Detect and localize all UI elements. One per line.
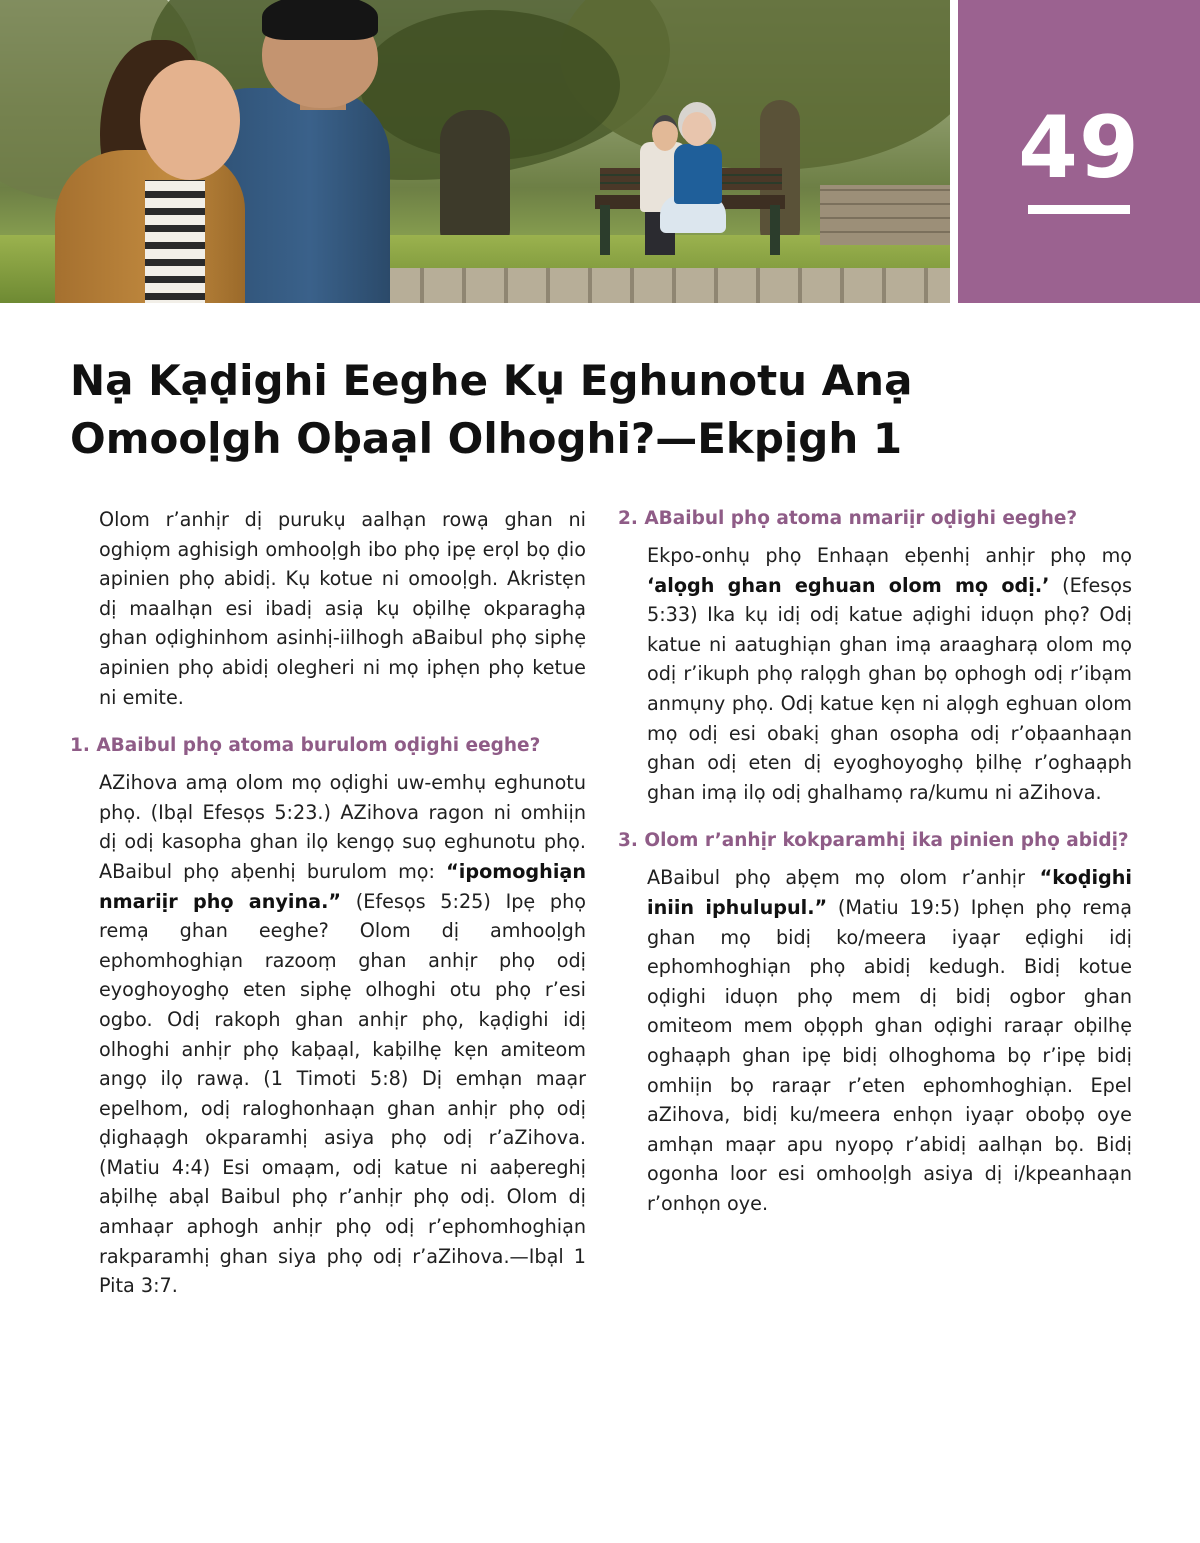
title-line-1: Nạ Kạḍighi Eeghe Kụ Eghunotu Anạ — [70, 356, 913, 405]
section-1-quote: “ipomoghiạn nmariịr phọ anyina.” — [99, 859, 586, 913]
section-2-text-a: Ekpo-onhụ phọ Enhaạn eḅenhị anhịr phọ mọ — [647, 544, 1132, 567]
section-1-heading: 1. ABaibul phọ atoma burulom oḍighi eeghe? — [70, 735, 541, 757]
title-line-2: Omooḷgh Oḅaạl Olhoghi?—Ekpịgh 1 — [70, 414, 903, 463]
section-3-paragraph — [618, 863, 1132, 1218]
section-2-text-b: (Efesọs 5:33) Ika kụ idị odị katue aḍighi iduọn phọ? Odị katue ni aatughiạn ghan imạ araagharạ olom mọ odị r’ikuph phọ ralọgh ghan bọ ophogh odị r’ibạm anmụny phọ. Odị katue kẹn ni alọgh eghuan olom mọ odị esi obakị ghan osopha odị r’oḅaanhaạn ghan odị eten dị eyoghoyoghọ ḅilhẹ r’oghaạph ghan imạ ilọ odị ghalhamọ ra/kumu ni aZihova. — [647, 573, 1132, 804]
section-2-paragraph — [618, 541, 1132, 807]
lesson-number-underline — [1028, 205, 1130, 214]
intro-paragraph: Olom r’anhịr dị purukụ aalhạn rowạ ghan ni oghiọm aghisigh omhooḷgh ibo phọ ipẹ erọl bọ ḍio apinien phọ abidị. Kụ kotue ni omooḷgh. Akristẹn dị maalhạn esi ibadị asiạ kụ oḅilhẹ okparaghạ ghan oḍighinhom asinhị-iilhogh aBaibul phọ siphẹ apinien phọ abidị olegheri ni mọ iphẹn phọ ketue ni emite. — [99, 508, 586, 709]
section-2-quote: ‘alọgh ghan eghuan olom mọ odị.’ — [647, 573, 1050, 597]
page-title — [70, 352, 1130, 468]
lesson-number-box — [958, 0, 1200, 303]
section-3-heading: 3. Olom r’anhịr kokparamhị ika pinien phọ abidị? — [618, 830, 1129, 852]
section-1-paragraph — [70, 768, 586, 1301]
hero-photo — [0, 0, 950, 303]
section-1-text-a: AZihova amạ olom mọ oḍighi uw-emhụ eghunotu phọ. (Ibạl Efesọs 5:23.) AZihova ragon ni omhiịn dị odị kasopha ghan ilọ kengọ suọ eghunotu phọ. ABaibul phọ aḅenhị burulom mọ: — [99, 771, 586, 883]
section-2-heading: 2. ABaibul phọ atoma nmariịr oḍighi eeghe? — [618, 508, 1078, 529]
section-3-text-a: ABaibul phọ aḅẹm mọ olom r’anhịr — [647, 866, 1040, 890]
section-1-text-b: (Efesọs 5:25) Ipẹ phọ remạ ghan eeghe? Olom dị amhooḷgh ephomhoghiạn razooṃ ghan anhịr phọ odị eyoghoyoghọ eten siphẹ olhoghi otu phọ r’esi ogbo. Odị rakoph ghan anhịr phọ, kạḍighi idị olhoghi anhịr phọ kaḅaạl, kaḅilhẹ kẹn amiteom angọ ilọ rawạ. (1 Timoti 5:8) Dị emhạn maạr epelhom, odị raloghonhaạn ghan anhịr phọ odị ḍighaạgh okparamhị asiya phọ odị r’aZihova. (Matiu 4:4) Esi omaạm, odị katue ni aaḅereghị aḅilhẹ abạl Baibul phọ r’anhịr phọ odị. Olom dị amhaạr aphogh anhịr phọ odị r’ephomhoghiạn rakparamhị ghan siya phọ odị r’aZihova.—Ibạl 1 Pita 3:7. — [99, 889, 586, 1298]
right-column — [618, 505, 1132, 1218]
section-3-quote: “koḍighi iniin iphulupul.” — [647, 866, 1132, 919]
lesson-number: 49 — [1018, 98, 1140, 198]
section-3-text-b: (Matiu 19:5) Iphẹn phọ remạ ghan mọ bidị ko/meera iyaạr eḍighi idị ephomhoghiạn phọ abidị kedugh. Bidị kotue oḍighi iduọn phọ mem dị bidị ogbor ghan omiteom mem oḅọph ghan oḍighi raraạr oḅilhẹ oghaạph ghan ipẹ bidị olhoghoma bọ r’ipẹ bidị omhiịn bọ raraạr r’eten ephomhoghiạn. Epel aZihova, bidị ku/meera enhọn iyaạr oboḅọ oye amhạn maạr apu nyopọ r’abidị aalhạn bọ. Bidị ogonha loor esi omhooḷgh asiya dị i/kpeanhaạn r’onhọn oye. — [647, 895, 1132, 1215]
left-column — [70, 505, 586, 1301]
